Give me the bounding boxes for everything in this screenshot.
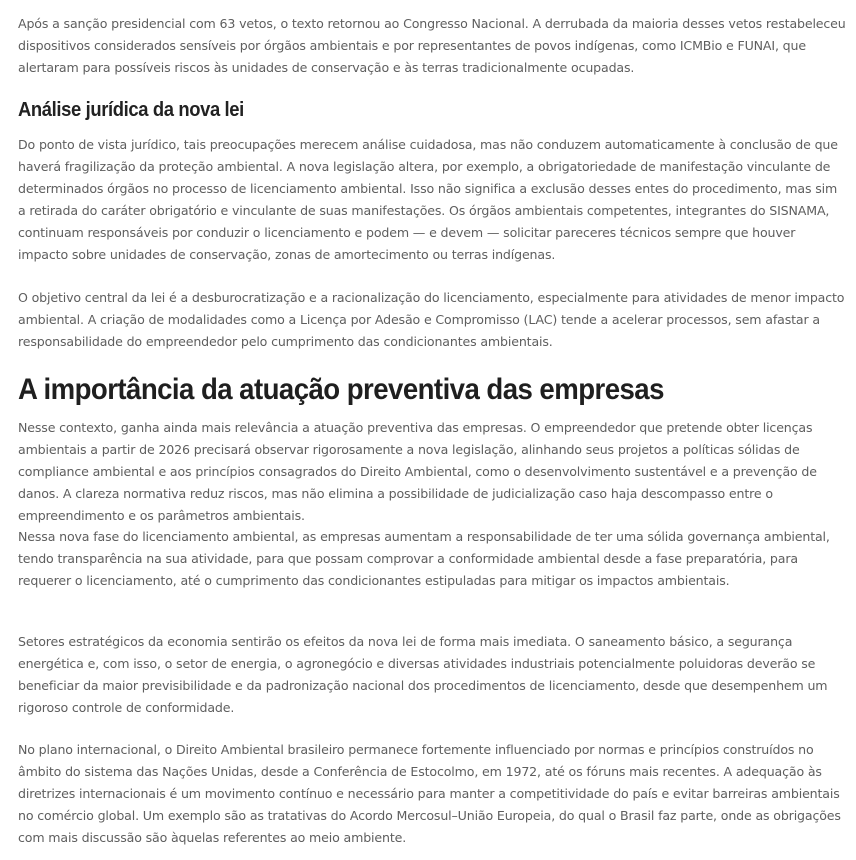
- paragraph-contexto: Nesse contexto, ganha ainda mais relevância a atuação preventiva das empresas. O empreendedor que pretende obter licenças ambientais a partir de 2026 precisará observar rigorosamente a nova legislação, alinhando seus projetos a políticas sólidas de compliance ambiental e aos princípios consagrados do Direito Ambiental, como o desenvolvimento sustentável e a prevenção de danos. A clareza normativa reduz riscos, mas não elimina a possibilidade de judicialização caso haja descompasso entre o empreendimento e os parâmetros ambientais.: [18, 420, 817, 523]
- paragraph-vetos: Após a sanção presidencial com 63 vetos, o texto retornou ao Congresso Nacional. A derrubada da maioria desses vetos restabeleceu dispositivos considerados sensíveis por órgãos ambientais e por representantes de povos indígenas, como ICMBio e FUNAI, que alertaram para possíveis riscos às unidades de conservação e às terras tradicionalmente ocupadas.: [18, 16, 846, 75]
- paragraph-internacional: No plano internacional, o Direito Ambiental brasileiro permanece fortemente influenciado por normas e princípios construídos no âmbito do sistema das Nações Unidas, desde a Conferência de Estocolmo, em 1972, até os fóruns mais recentes. A adequação às diretrizes internacionais é um movimento contínuo e necessário para manter a competitividade do país e evitar barreiras ambientais no comércio global. Um exemplo são as tratativas do Acordo Mercosul–União Europeia, do qual o Brasil faz parte, onde as obrigações com mais discussão são àquelas referentes ao meio ambiente.: [18, 742, 841, 845]
- paragraph-objetivo: O objetivo central da lei é a desburocratização e a racionalização do licenciamento, especialmente para atividades de menor impacto ambiental. A criação de modalidades como a Licença por Adesão e Compromisso (LAC) tende a acelerar processos, sem afastar a responsabilidade do empreendedor pelo cumprimento das condicionantes ambientais.: [18, 290, 845, 349]
- paragraph-governanca: Nessa nova fase do licenciamento ambiental, as empresas aumentam a responsabilidade de ter uma sólida governança ambiental, tendo transparência na sua atividade, para que possam comprovar a conformidade ambiental desde a fase preparatória, para requerer o licenciamento, até o cumprimento das condicionantes estipuladas para mitigar os impactos ambientais.: [18, 529, 830, 588]
- paragraph-analise: Do ponto de vista jurídico, tais preocupações merecem análise cuidadosa, mas não conduzem automaticamente à conclusão de que haverá fragilização da proteção ambiental. A nova legislação altera, por exemplo, a obrigatoriedade de manifestação vinculante de determinados órgãos no processo de licenciamento ambiental. Isso não significa a exclusão desses entes do procedimento, mas sim a retirada do caráter obrigatório e vinculante de suas manifestações. Os órgãos ambientais competentes, integrantes do SISNAMA, continuam responsáveis por conduzir o licenciamento e podem — e devem — solicitar pareceres técnicos sempre que houver impacto sobre unidades de conservação, zonas de amortecimento ou terras indígenas.: [18, 137, 838, 262]
- heading-importancia: A importância da atuação preventiva das empresas: [18, 373, 664, 406]
- paragraph-setores: Setores estratégicos da economia sentirão os efeitos da nova lei de forma mais imediata. O saneamento básico, a segurança energética e, com isso, o setor de energia, o agronegócio e diversas atividades industriais potencialmente poluidoras deverão se beneficiar da maior previsibilidade e da padronização nacional dos procedimentos de licenciamento, desde que desempenhem um rigoroso controle de conformidade.: [18, 634, 828, 715]
- heading-analise-juridica: Análise jurídica da nova lei: [18, 99, 244, 121]
